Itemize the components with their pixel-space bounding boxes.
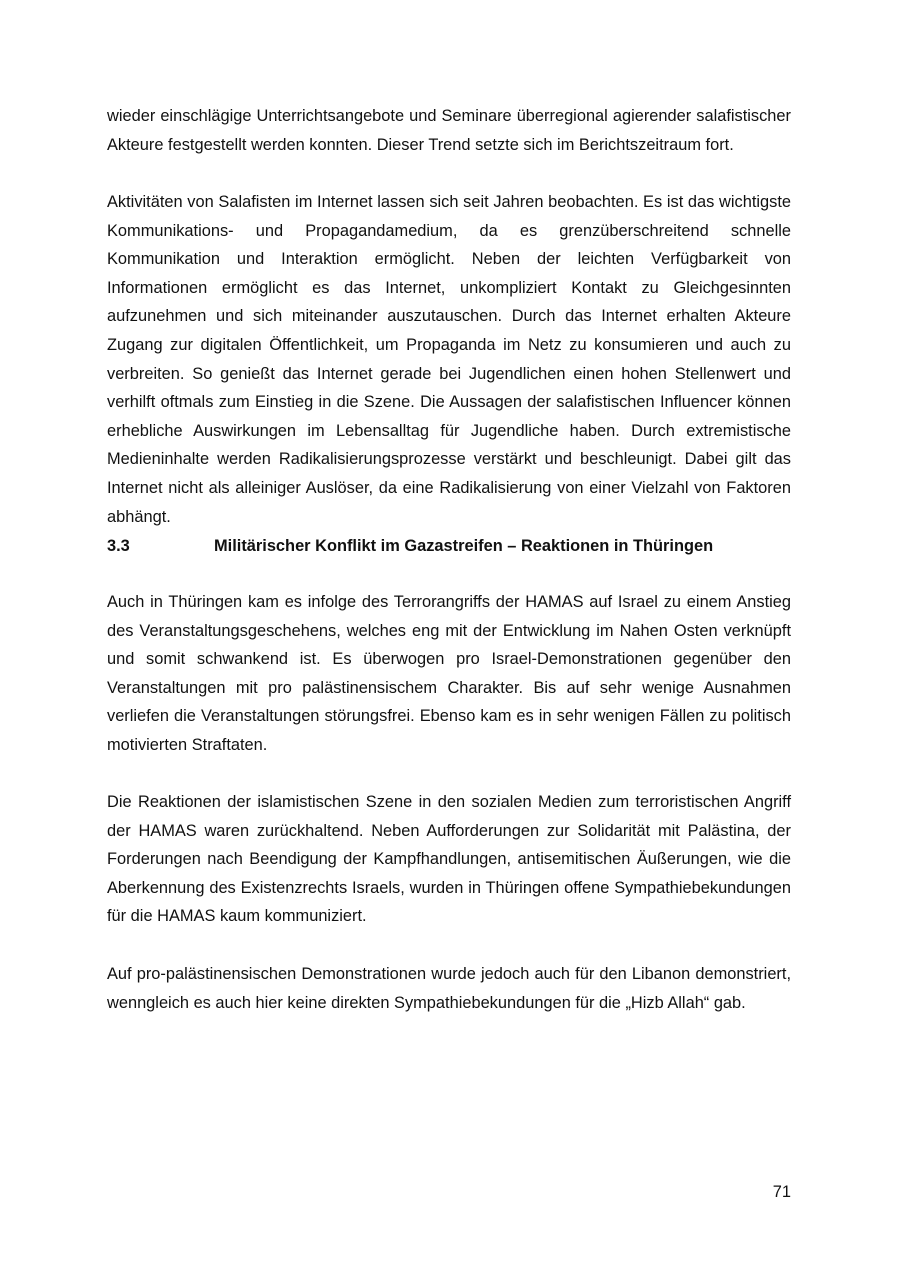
page-number: 71 xyxy=(772,1183,791,1201)
section-number: 3.3 xyxy=(107,537,130,555)
paragraph-seminars: wieder einschlägige Unterrichtsangebote und Seminare überregional agierender salafistischer Akteure festgestellt werden konnten. Dieser Trend setzte sich im Berichtszeitraum fort. xyxy=(107,107,791,154)
paragraph-social-media-reactions: Die Reaktionen der islamistischen Szene in den sozialen Medien zum terroristischen Angriff der HAMAS waren zurückhaltend. Neben Aufforderungen zur Solidarität mit Palästina, der Forderungen nach Beendigung der Kampfhandlungen, antisemitischen Äußerungen, wie die Aberkennung des Existenzrechts Israels, wurden in Thüringen offene Sympathiebekundungen für die HAMAS kaum kommuniziert. xyxy=(107,793,791,926)
paragraph-internet-activities: Aktivitäten von Salafisten im Internet lassen sich seit Jahren beobachten. Es ist das wichtigste Kommunikations- und Propagandamedium, da es grenzüberschreitend schnelle Kommunikation und Interaktion ermöglicht. Neben der leichten Verfügbarkeit von Informationen ermöglicht es das Internet, unkompliziert Kontakt zu Gleichgesinnten aufzunehmen und sich miteinander auszutauschen. Durch das Internet erhalten Akteure Zugang zur digitalen Öffentlichkeit, um Propaganda im Netz zu konsumieren und auch zu verbreiten. So genießt das Internet gerade bei Jugendlichen einen hohen Stellenwert und verhilft oftmals zum Einstieg in die Szene. Die Aussagen der salafistischen Influencer können erhebliche Auswirkungen im Lebensalltag für Jugendliche haben. Durch extremistische Medieninhalte werden Radikalisierungsprozesse verstärkt und beschleunigt. Dabei gilt das Internet nicht als alleiniger Auslöser, da eine Radikalisierung von einer Vielzahl von Faktoren abhängt. xyxy=(107,193,791,526)
paragraph-pro-palestinian-demonstrations: Auf pro-palästinensischen Demonstrationen wurde jedoch auch für den Libanon demonstriert, wenngleich es auch hier keine direkten Sympathiebekundungen für die „Hizb Allah“ gab. xyxy=(107,965,791,1012)
section-heading xyxy=(107,532,791,561)
section-title: Militärischer Konflikt im Gazastreifen – Reaktionen in Thüringen xyxy=(214,537,714,555)
paragraph-thuringia-events: Auch in Thüringen kam es infolge des Terrorangriffs der HAMAS auf Israel zu einem Anstieg des Veranstaltungsgeschehens, welches eng mit der Entwicklung im Nahen Osten verknüpft und somit schwankend ist. Es überwogen pro Israel-Demonstrationen gegenüber den Veranstaltungen mit pro palästinensischem Charakter. Bis auf sehr wenige Ausnahmen verliefen die Veranstaltungen störungsfrei. Ebenso kam es in sehr wenigen Fällen zu politisch motivierten Straftaten. xyxy=(107,593,791,754)
